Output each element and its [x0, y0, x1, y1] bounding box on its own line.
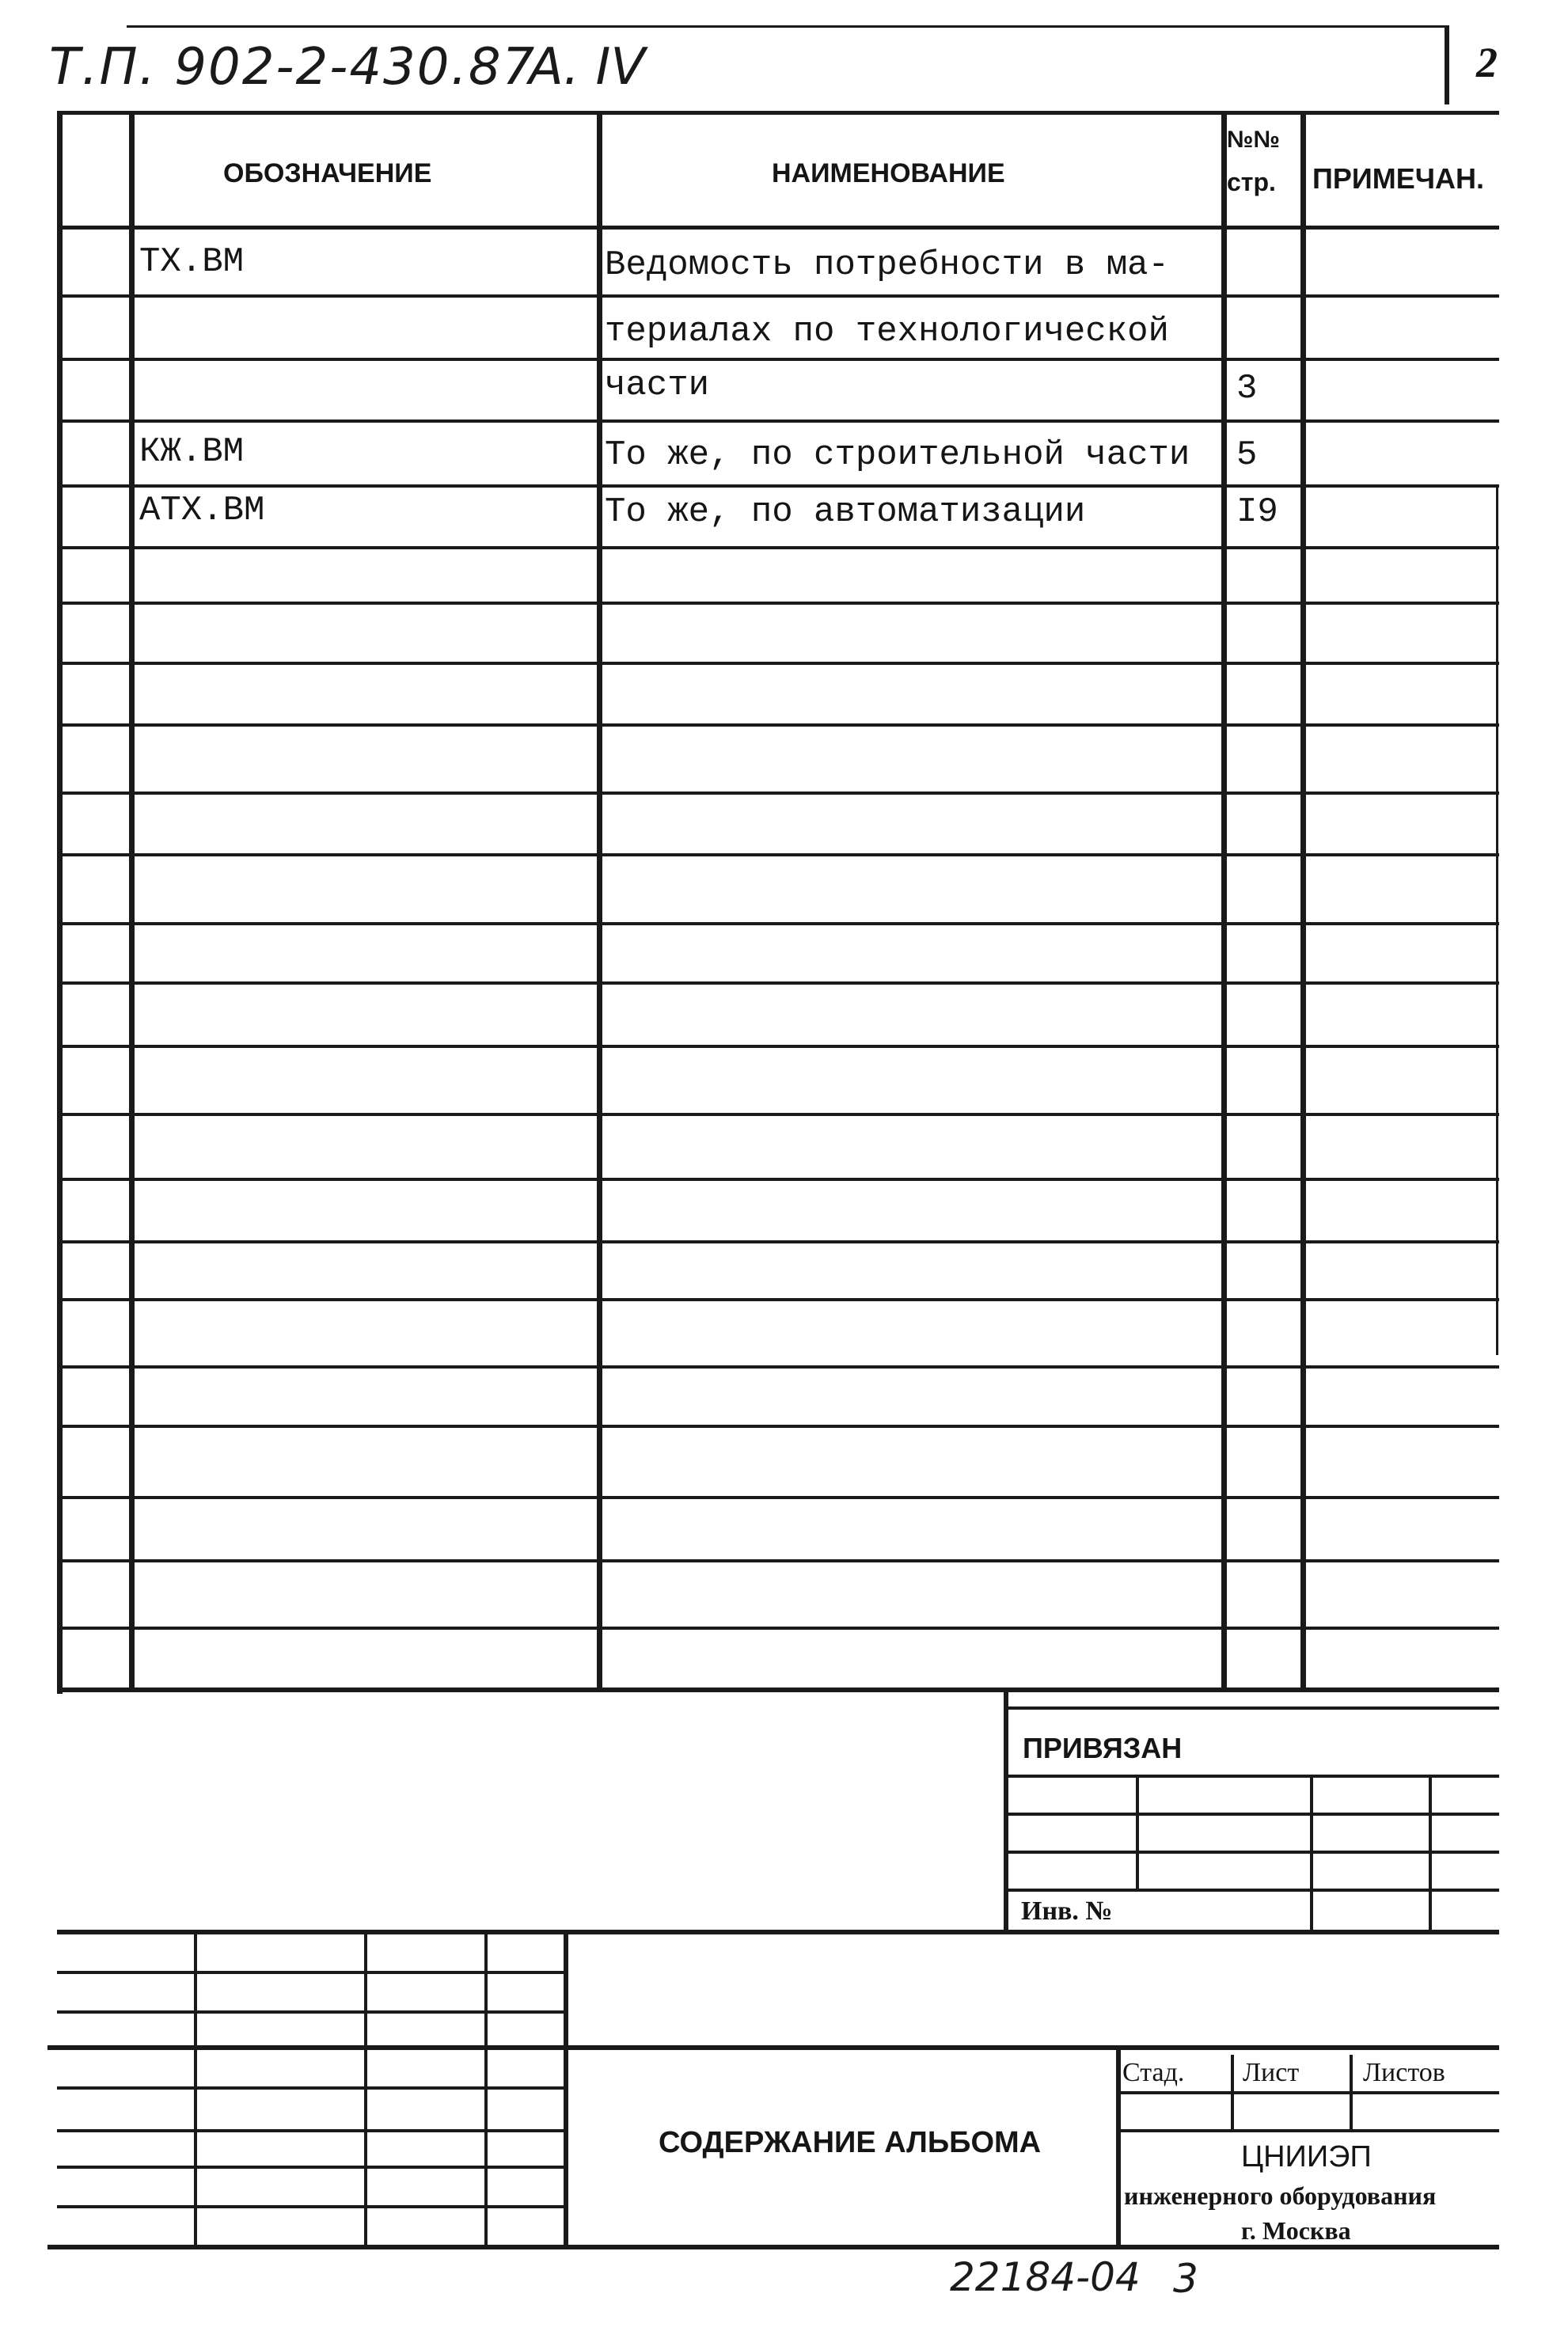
- document-code: Т.П. 902-2-430.87: [49, 38, 537, 97]
- header-designation: ОБОЗНАЧЕНИЕ: [223, 158, 432, 188]
- row-3-name-line-1: То же, по автоматизации: [605, 492, 1086, 532]
- album-number: А. IV: [529, 38, 646, 97]
- col-divider-page: [1300, 111, 1306, 1690]
- title-block-top: [47, 2045, 1499, 2050]
- col-divider-margin: [129, 111, 135, 1690]
- table-row-line: [57, 1240, 1499, 1243]
- row-1-name-line-3: части: [605, 366, 710, 405]
- row-1-name-line-1: Ведомость потребности в ма-: [605, 245, 1169, 285]
- table-row-line: [57, 1496, 1499, 1499]
- privyazan-line-2: [1004, 1813, 1499, 1816]
- row-1-name-line-2: териалах по технологической: [605, 312, 1169, 351]
- privyazan-line-4: [1004, 1889, 1499, 1892]
- signature-grid-line: [57, 2086, 565, 2090]
- stage-row-bottom-2: [1116, 2129, 1499, 2132]
- inv-no-label: Инв. №: [1021, 1896, 1113, 1926]
- privyazan-label: ПРИВЯЗАН: [1023, 1732, 1183, 1764]
- table-row-line: [57, 662, 1499, 665]
- privyazan-left-border: [1004, 1688, 1008, 1933]
- album-title: СОДЕРЖАНИЕ АЛЬБОМА: [659, 2126, 1042, 2159]
- header-page-no: №№: [1227, 127, 1280, 153]
- table-row-line: [57, 723, 1499, 727]
- header-note: ПРИМЕЧАН.: [1312, 162, 1485, 195]
- footer-code: 22184-04: [950, 2254, 1141, 2300]
- row-1-designation: ТХ.ВМ: [139, 242, 245, 282]
- table-row-line: [57, 922, 1499, 925]
- sheets-label: Листов: [1363, 2058, 1445, 2087]
- row-2-designation: КЖ.ВМ: [139, 432, 245, 472]
- stamp-bottom-border: [47, 2245, 1499, 2249]
- table-row-line: [57, 1045, 1499, 1048]
- row-2-name-line-1: То же, по строительной части: [605, 435, 1190, 475]
- header-name: НАИМЕНОВАНИЕ: [772, 158, 1005, 188]
- privyazan-col-2: [1310, 1775, 1313, 1933]
- frame-bracket-line: [1445, 25, 1449, 104]
- privyazan-top-line: [1004, 1706, 1499, 1710]
- table-row-line: [57, 420, 1499, 423]
- table-row-line: [57, 1298, 1499, 1301]
- row-2-page: 5: [1236, 435, 1258, 475]
- table-row-line: [57, 1365, 1499, 1369]
- frame-top-line: [127, 25, 1447, 28]
- privyazan-col-3: [1429, 1775, 1432, 1933]
- table-row-line: [57, 294, 1499, 298]
- table-row-line: [57, 602, 1499, 605]
- title-right-divider: [1116, 2045, 1121, 2246]
- table-row-line: [57, 1113, 1499, 1116]
- table-row-line: [57, 981, 1499, 985]
- signature-grid-line: [57, 2166, 565, 2169]
- table-row-line: [57, 358, 1499, 361]
- table-right-partial-border: [1496, 484, 1498, 1355]
- row-3-designation: АТХ.ВМ: [139, 491, 265, 530]
- table-row-line: [57, 1559, 1499, 1562]
- stage-col-1: [1231, 2055, 1234, 2131]
- org-subtitle: инженерного оборудования: [1124, 2181, 1437, 2210]
- col-divider-designation: [597, 111, 602, 1690]
- stamp-top-border: [57, 1688, 1499, 1692]
- org-city: г. Москва: [1241, 2216, 1351, 2245]
- stamp-middle-line: [57, 1930, 1499, 1934]
- table-row-line: [57, 484, 1499, 488]
- footer-number: 3: [1173, 2256, 1198, 2302]
- row-3-page: I9: [1236, 492, 1278, 532]
- row-1-page: 3: [1236, 369, 1258, 408]
- signature-grid-line: [57, 2010, 565, 2014]
- signature-grid-line: [57, 1971, 565, 1974]
- stage-label: Стад.: [1122, 2058, 1185, 2087]
- signature-grid-line: [57, 2129, 565, 2132]
- table-row-line: [57, 1627, 1499, 1630]
- sheet-number: 2: [1476, 39, 1498, 86]
- table-row-line: [57, 792, 1499, 795]
- org-name: ЦНИИЭП: [1241, 2140, 1372, 2173]
- privyazan-line-1: [1004, 1775, 1499, 1778]
- stage-row-bottom: [1116, 2091, 1499, 2094]
- table-row-line: [57, 853, 1499, 856]
- table-row-line: [57, 1178, 1499, 1181]
- header-page-str: стр.: [1227, 168, 1276, 196]
- stage-col-2: [1350, 2055, 1353, 2131]
- sheet-label: Лист: [1243, 2058, 1300, 2087]
- table-header-bottom: [57, 226, 1499, 230]
- privyazan-line-3: [1004, 1851, 1499, 1854]
- signature-grid-line: [57, 2205, 565, 2208]
- col-divider-name: [1221, 111, 1227, 1690]
- table-left-border: [57, 111, 63, 1694]
- privyazan-col-1: [1136, 1775, 1139, 1890]
- table-top-border: [57, 111, 1499, 115]
- table-row-line: [57, 546, 1499, 549]
- table-row-line: [57, 1425, 1499, 1428]
